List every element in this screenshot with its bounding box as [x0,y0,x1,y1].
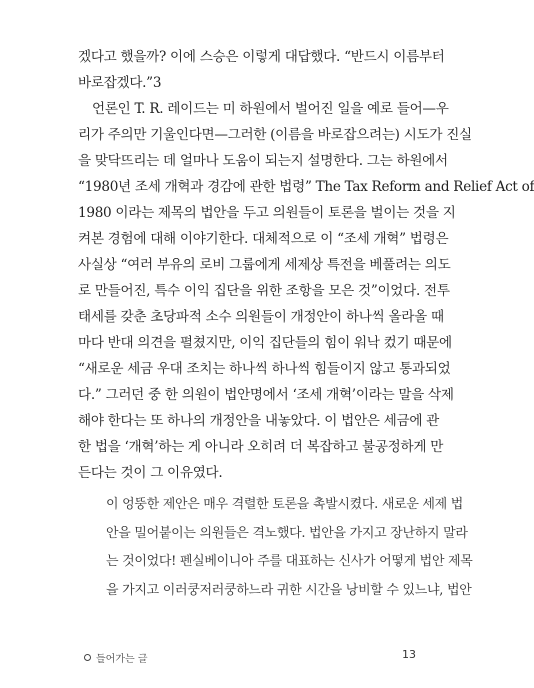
quote-line: 을 가지고 이러쿵저러쿵하느라 귀한 시간을 낭비할 수 있느냐, 법안 [106,582,472,598]
circle-icon [84,654,91,661]
body-line: 다.” 그러던 중 한 의원이 법안명에서 ‘조세 개혁’이라는 말을 삭제 [78,387,454,403]
body-line: 1980 이라는 제목의 법안을 두고 의원들이 토론을 벌이는 것을 지 [78,205,456,221]
body-line: 태세를 갖춘 초당파적 소수 의원들이 개정안이 하나씩 올라올 때 [78,309,444,325]
body-line: 겠다고 했을까? 이에 스승은 이렇게 대답했다. “반드시 이름부터 [78,49,445,65]
body-line: 로 만들어진, 특수 이익 집단을 위한 조항을 모은 것”이었다. 전투 [78,283,450,299]
body-line: 을 맞닥뜨리는 데 얼마나 도움이 되는지 설명한다. 그는 하원에서 [78,153,448,169]
body-line: 사실상 “여러 부유의 로비 그룹에게 세제상 특전을 베풀려는 의도 [78,257,451,273]
quote-line: 이 엉뚱한 제안은 매우 격렬한 토론을 촉발시켰다. 새로운 세제 법 [106,497,464,512]
quote-line: 는 것이었다! 펜실베이니아 주를 대표하는 신사가 어떻게 법안 제목 [106,554,473,569]
page-number: 13 [402,648,416,661]
body-line: 켜본 경험에 대해 이야기한다. 대체적으로 이 “조세 개혁” 법령은 [78,231,449,247]
body-line: 마다 반대 의견을 펼쳤지만, 이익 집단들의 힘이 워낙 컸기 때문에 [78,335,452,351]
body-line: 바로잡겠다.”3 [78,75,162,91]
body-line: 든다는 것이 그 이유였다. [78,465,223,481]
body-line: “새로운 세금 우대 조치는 하나씩 하나씩 힘들이지 않고 통과되었 [78,361,451,377]
body-line: “1980년 조세 개혁과 경감에 관한 법령” The Tax Reform and Relief Act of [78,179,534,195]
body-line: 리가 주의만 기울인다면—그러한 (이름을 바로잡으려는) 시도가 진실 [78,127,472,143]
body-line: 언론인 T. R. 레이드는 미 하원에서 벌어진 일을 예로 들어—우 [92,101,449,117]
block-quote [106,491,473,605]
body-line: 해야 한다는 또 하나의 개정안을 내놓았다. 이 법안은 세금에 관 [78,413,439,429]
body-line: 한 법을 ‘개혁’하는 게 아니라 오히려 더 복잡하고 불공정하게 만 [78,439,444,455]
section-title: 들어가는 글 [96,654,148,665]
quote-line: 안을 밀어붙이는 의원들은 격노했다. 법안을 가지고 장난하지 말라 [106,525,468,541]
body-text [78,44,534,486]
running-footer [84,650,147,665]
